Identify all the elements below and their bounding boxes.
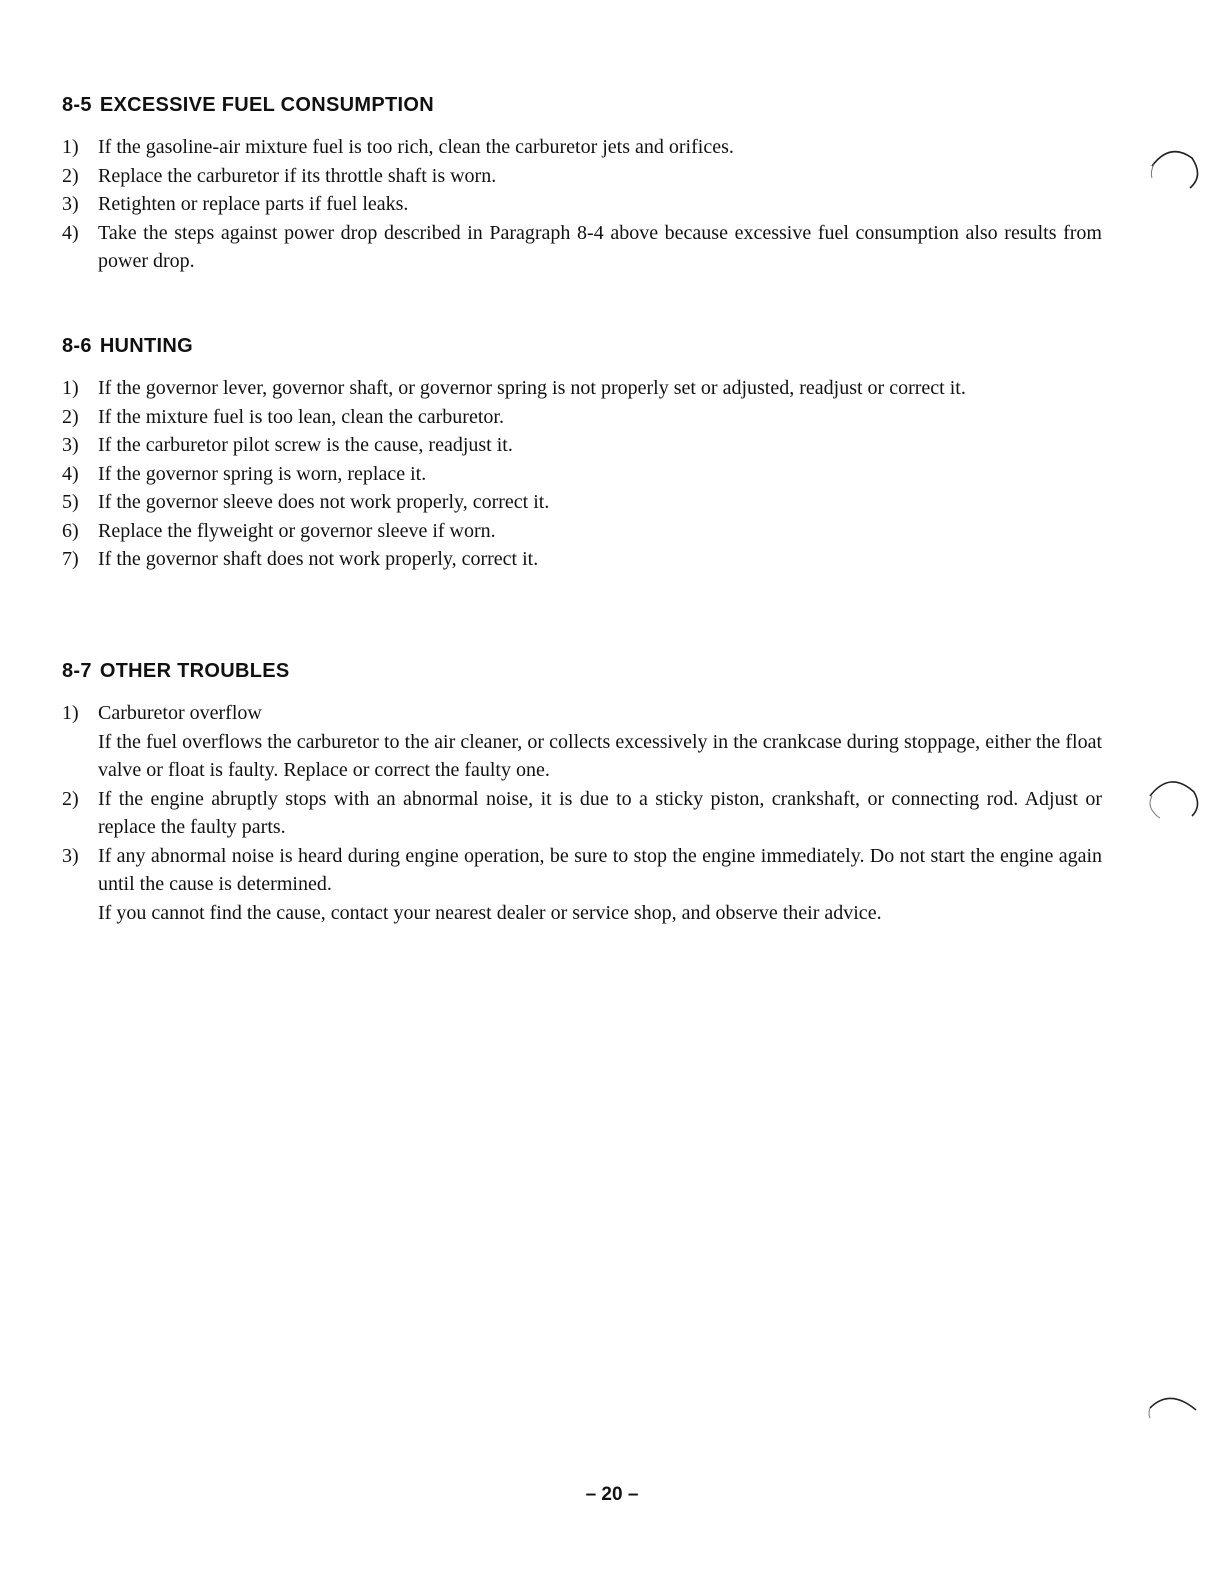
- section-excessive-fuel-consumption: [62, 94, 1102, 276]
- section-heading: [62, 335, 1102, 358]
- list-item: [62, 488, 1102, 517]
- item-marker: 4): [62, 221, 79, 244]
- section-other-troubles: [62, 660, 1102, 927]
- item-text: If the governor shaft does not work properly, correct it.: [98, 548, 539, 570]
- list-item: [62, 517, 1102, 546]
- binder-hole-icon: [1140, 1386, 1204, 1446]
- item-list: [62, 374, 1102, 574]
- item-text: If any abnormal noise is heard during engine operation, be sure to stop the engine immediately. Do not start the engine again until the cause is determined.: [98, 844, 1102, 895]
- item-marker: 1): [62, 702, 79, 724]
- item-marker: 4): [62, 462, 79, 485]
- list-item: [62, 190, 1102, 219]
- section-hunting: [62, 335, 1102, 574]
- item-text: Replace the carburetor if its throttle shaft is worn.: [98, 164, 497, 187]
- list-item: [62, 374, 1102, 403]
- list-item: [62, 699, 1102, 785]
- section-heading: [62, 94, 1102, 117]
- list-item: [62, 162, 1102, 191]
- list-item: [62, 545, 1102, 574]
- item-marker: 1): [62, 377, 79, 399]
- item-marker: 5): [62, 491, 79, 513]
- section-number: 8-7: [62, 660, 92, 682]
- binder-hole-mark: [1140, 1386, 1204, 1446]
- item-marker: 6): [62, 519, 79, 542]
- list-item: [62, 785, 1102, 842]
- item-text: If the fuel overflows the carburetor to the air cleaner, or collects excessively in the crankcase during stoppage, either the float valve or float is faulty. Replace or correct the faulty one.: [98, 730, 1102, 781]
- item-text: Take the steps against power drop described in Paragraph 8-4 above because excessive fuel consumption also results from power drop.: [98, 221, 1102, 272]
- section-title: HUNTING: [99, 335, 194, 357]
- section-title: EXCESSIVE FUEL CONSUMPTION: [99, 94, 434, 116]
- item-text: If you cannot find the cause, contact your nearest dealer or service shop, and observe their advice.: [98, 901, 882, 924]
- binder-hole-mark: [1140, 142, 1204, 202]
- section-number: 8-5: [62, 94, 92, 116]
- item-marker: 3): [62, 434, 79, 456]
- section-number: 8-6: [62, 335, 92, 357]
- item-text: If the governor sleeve does not work properly, correct it.: [98, 491, 550, 513]
- list-item: [62, 431, 1102, 460]
- item-marker: 2): [62, 164, 79, 187]
- item-marker: 2): [62, 787, 79, 810]
- binder-hole-icon: [1140, 142, 1204, 202]
- item-marker: 7): [62, 548, 79, 570]
- item-text: If the governor spring is worn, replace it.: [98, 462, 427, 485]
- item-text: If the governor lever, governor shaft, or governor spring is not properly set or adjusted, readjust or correct it.: [98, 377, 966, 399]
- item-marker: 3): [62, 193, 79, 215]
- item-text: If the carburetor pilot screw is the cause, readjust it.: [98, 434, 513, 456]
- list-item: [62, 460, 1102, 489]
- item-text: Retighten or replace parts if fuel leaks.: [98, 193, 409, 215]
- item-marker: 2): [62, 405, 79, 428]
- section-title: OTHER TROUBLES: [99, 660, 290, 682]
- list-item: [62, 133, 1102, 162]
- binder-hole-mark: [1140, 770, 1204, 830]
- list-item: [62, 219, 1102, 276]
- item-text: Replace the flyweight or governor sleeve if worn.: [98, 519, 496, 542]
- list-item: [62, 842, 1102, 928]
- section-heading: [62, 660, 1102, 683]
- item-text: If the mixture fuel is too lean, clean the carburetor.: [98, 405, 504, 428]
- page-number: – 20 –: [585, 1484, 639, 1505]
- item-subheading: Carburetor overflow: [98, 702, 262, 724]
- item-marker: 3): [62, 844, 79, 867]
- item-marker: 1): [62, 136, 79, 158]
- item-list: [62, 699, 1102, 927]
- item-list: [62, 133, 1102, 276]
- binder-hole-icon: [1140, 770, 1204, 830]
- list-item: [62, 403, 1102, 432]
- item-text: If the engine abruptly stops with an abnormal noise, it is due to a sticky piston, crankshaft, or connecting rod. Adjust or replace the faulty parts.: [98, 787, 1102, 838]
- item-text: If the gasoline-air mixture fuel is too rich, clean the carburetor jets and orifices.: [98, 136, 734, 158]
